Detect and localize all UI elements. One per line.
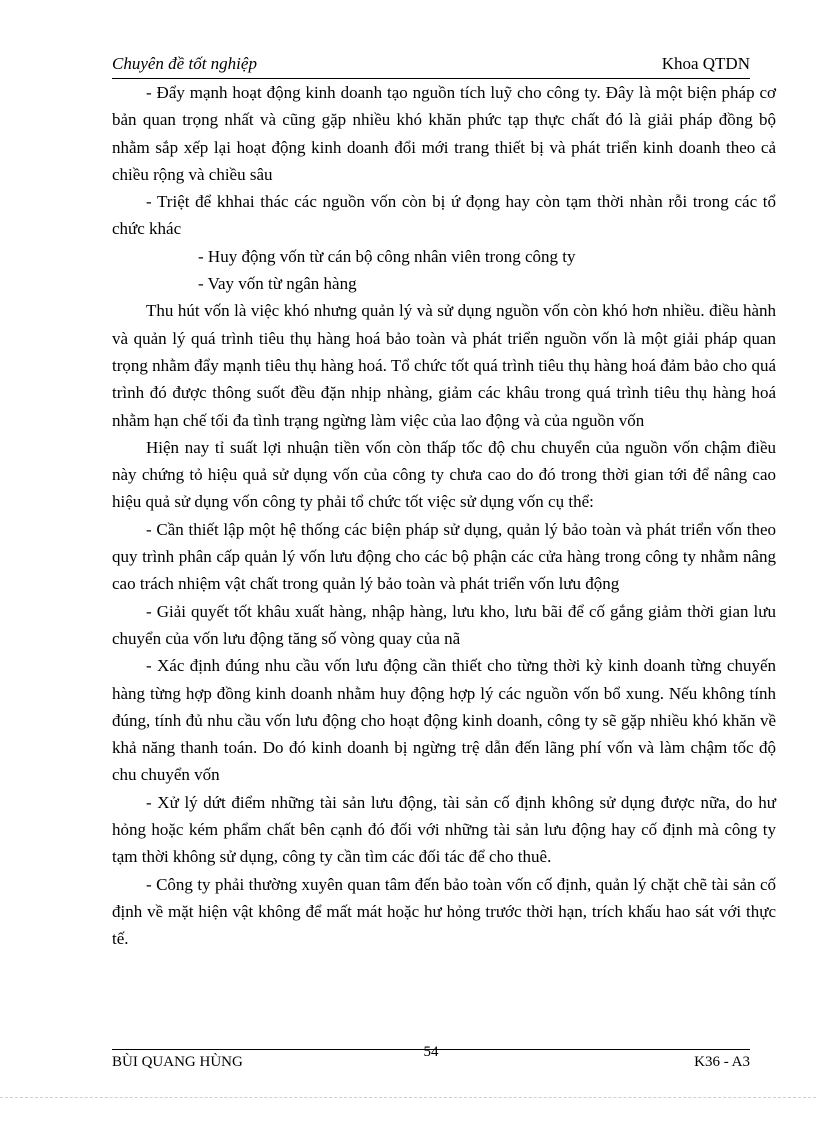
header-right-title: Khoa QTDN	[661, 54, 750, 73]
page-footer	[112, 1044, 750, 1076]
page-header	[112, 50, 750, 79]
paragraph: - Xác định đúng nhu cầu vốn lưu động cần thiết cho từng thời kỳ kinh doanh từng chuyến hàng từng hợp đồng kinh doanh nhằm huy động hợp lý các nguồn vốn bổ xung. Nếu không tính đúng, tính đủ nhu cầu vốn lưu động cho hoạt động kinh doanh, công ty sẽ gặp nhiều khó khăn về khả năng thanh toán. Do đó kinh doanh bị ngừng trệ dẫn đến lãng phí vốn và làm chậm tốc độ chu chuyển vốn	[112, 656, 776, 785]
document-body	[112, 79, 776, 953]
paragraph: - Huy động vốn từ cán bộ công nhân viên trong công ty	[198, 246, 576, 266]
paragraph: Thu hút vốn là việc khó nhưng quản lý và sử dụng nguồn vốn còn khó hơn nhiều. điều hành và quản lý quá trình tiêu thụ hàng hoá bảo toàn và phát triển nguồn vốn là một giải pháp quan trọng nhằm đẩy mạnh tiêu thụ hàng hoá. Tổ chức tốt quá trình tiêu thụ hàng hoá đảm bảo cho quá trình đó được thông suốt đều đặn nhịp nhàng, giảm các khâu trong quá trình tiêu thụ hàng hoá nhằm hạn chế tối đa tình trạng ngừng làm việc của lao động và của nguồn vốn	[112, 301, 776, 430]
paragraph: Hiện nay tỉ suất lợi nhuận tiền vốn còn thấp tốc độ chu chuyển của nguồn vốn chậm điều này chứng tỏ hiệu quả sử dụng vốn của công ty chưa cao do đó trong thời gian tới để nâng cao hiệu quả sử dụng vốn công ty phải tổ chức tốt việc sử dụng vốn cụ thể:	[112, 437, 776, 512]
paragraph: - Đẩy mạnh hoạt động kinh doanh tạo nguồn tích luỹ cho công ty. Đây là một biện pháp cơ bản quan trọng nhất và cũng gặp nhiều khó khăn phức tạp thực chất đó là giải pháp đồng bộ nhằm sắp xếp lại hoạt động kinh doanh đổi mới trang thiết bị và phát triển kinh doanh theo cả chiều rộng và chiều sâu	[112, 83, 776, 184]
paragraph: - Công ty phải thường xuyên quan tâm đến bảo toàn vốn cố định, quản lý chặt chẽ tài sản cố định về mặt hiện vật không để mất mát hoặc hư hỏng trước thời hạn, trích khấu hao sát với thực tế.	[112, 874, 776, 949]
paragraph: - Xử lý dứt điểm những tài sản lưu động, tài sản cố định không sử dụng được nữa, do hư hỏng hoặc kém phẩm chất bên cạnh đó đối với những tài sản lưu động hay cố định mà công ty tạm thời không sử dụng, công ty cần tìm các đối tác để cho thuê.	[112, 792, 776, 867]
footer-author: BÙI QUANG HÙNG	[112, 1054, 243, 1070]
paragraph: - Triệt để khhai thác các nguồn vốn còn bị ứ đọng hay còn tạm thời nhàn rỗi trong các tổ chức khác	[112, 192, 776, 239]
footer-class: K36 - A3	[694, 1054, 750, 1070]
paragraph: - Giải quyết tốt khâu xuất hàng, nhập hàng, lưu kho, lưu bãi để cố gắng giảm thời gian lưu chuyển của vốn lưu động tăng số vòng quay của nã	[112, 601, 776, 648]
page-number: 54	[423, 1044, 439, 1060]
paragraph: - Cần thiết lập một hệ thống các biện pháp sử dụng, quản lý bảo toàn và phát triển vốn theo quy trình phân cấp quản lý vốn lưu động cho các bộ phận các cửa hàng trong công ty nhằm nâng cao trách nhiệm vật chất trong quản lý bảo toàn và phát triển vốn lưu động	[112, 519, 776, 594]
page-boundary	[0, 1097, 816, 1098]
paragraph: - Vay vốn từ ngân hàng	[198, 274, 357, 294]
header-left-title: Chuyên đề tốt nghiệp	[112, 54, 257, 73]
